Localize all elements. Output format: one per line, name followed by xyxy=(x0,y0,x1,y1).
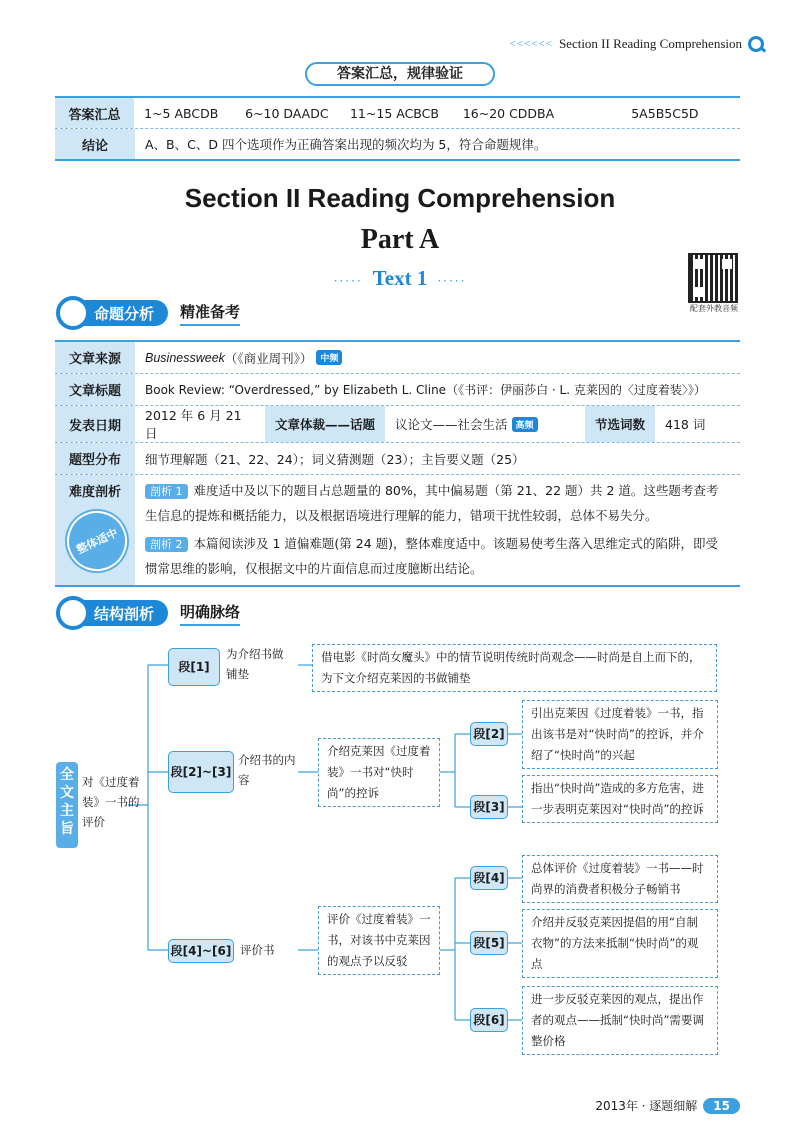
section-subtitle: 明确脉络 xyxy=(180,601,240,626)
answer-group: 1~5 ABCDB xyxy=(144,105,219,121)
node-p3: 段[3] xyxy=(470,795,508,819)
answer-label: 答案汇总 xyxy=(55,98,134,128)
answer-group: 11~15 ACBCB xyxy=(349,105,439,121)
node-p6-detail: 进一步反驳克莱因的观点，提出作者的观点——抵制“快时尚”需要调整价格 xyxy=(522,986,718,1055)
analysis-tag: 剖析 1 xyxy=(145,484,188,499)
stamp-label: 整体适中 xyxy=(74,526,120,557)
node-p4-6-desc: 评价书 xyxy=(240,943,275,957)
node-p2-detail: 引出克莱因《过度着装》一书，指出该书是对“快时尚”的控诉，并介绍了“快时尚”的兴起 xyxy=(522,700,718,769)
frequency-tag: 中频 xyxy=(316,350,342,365)
source-cn: （《商业周刊》） xyxy=(224,350,313,366)
section-badge-label: 结构剖析 xyxy=(94,604,155,623)
node-p5-detail: 介绍并反驳克莱因提倡的用“自制衣物”的方法来抵制“快时尚”的观点 xyxy=(522,909,718,978)
node-p2-3-desc: 介绍书的内容 xyxy=(238,753,296,787)
node-p2-3-detail: 介绍克莱因《过度着装》一书对“快时尚”的控诉 xyxy=(318,738,440,807)
node-p4: 段[4] xyxy=(470,866,508,890)
dots-icon: ····· xyxy=(333,273,363,288)
genre-text: 议论文——社会生活 xyxy=(395,417,508,432)
section-subtitle: 精准备考 xyxy=(180,301,240,326)
node-p2: 段[2] xyxy=(470,722,508,746)
conclusion-label: 结论 xyxy=(55,129,135,159)
node-p3-detail: 指出“快时尚”造成的多方危害，进一步表明克莱因对“快时尚”的控诉 xyxy=(522,775,718,823)
analysis-text: 难度适中及以下的题目占总题量的 80%，其中偏易题（第 21、22 题）共 2 道。这些题考查考生信息的提炼和概括能力，以及根据语境进行理解的能力，错项干扰性较弱，总体不易失分。 xyxy=(145,483,719,523)
section-title: Section II Reading Comprehension xyxy=(184,183,616,213)
info-label: 发表日期 xyxy=(55,406,135,442)
answer-group: 6~10 DAADC xyxy=(245,105,329,121)
main-idea-box: 全文主旨 xyxy=(56,762,78,848)
words-value: 418 词 xyxy=(665,417,706,432)
analysis-tag: 剖析 2 xyxy=(145,537,188,552)
node-p4-6: 段[4]~[6] xyxy=(168,939,234,963)
genre-label: 文章体裁——话题 xyxy=(265,406,385,442)
date-value: 2012 年 6 月 21 日 xyxy=(145,408,242,441)
node-p1: 段[1] xyxy=(168,648,220,686)
node-p2-3: 段[2]~[3] xyxy=(168,751,234,793)
node-p5: 段[5] xyxy=(470,931,508,955)
answer-distribution: 5A5B5C5D xyxy=(631,105,699,121)
page-footer xyxy=(595,1097,740,1114)
text-title: Text 1 xyxy=(372,266,428,290)
info-label: 题型分布 xyxy=(55,443,135,474)
frequency-tag: 高频 xyxy=(512,417,538,432)
info-label: 难度剖析 xyxy=(55,475,135,585)
page-number: 15 xyxy=(703,1098,740,1114)
info-label: 文章来源 xyxy=(55,342,135,373)
conclusion-text: A、B、C、D 四个选项作为正确答案出现的频次均为 5，符合命题规律。 xyxy=(145,137,547,152)
words-label: 节选词数 xyxy=(585,406,655,442)
main-idea-desc: 对《过度着装》一书的评价 xyxy=(82,775,140,829)
header-title: Section II Reading Comprehension xyxy=(558,36,742,51)
source-en: Businessweek xyxy=(145,350,225,365)
answer-group: 16~20 CDDBA xyxy=(462,105,555,121)
node-p4-detail: 总体评价《过度着装》一书——时尚界的消费者积极分子畅销书 xyxy=(522,855,718,903)
node-p4-6-detail: 评价《过度着装》一书，对该书中克莱因的观点予以反驳 xyxy=(318,906,440,975)
footer-text: 2013年 · 逐题细解 xyxy=(595,1099,698,1113)
info-label: 文章标题 xyxy=(55,374,135,405)
info-value: Book Review: “Overdressed,” by Elizabeth L. Cline（《书评：伊丽莎白 · L. 克莱因的〈过度着装〉》） xyxy=(145,383,706,397)
qr-caption: 配套外教音频 xyxy=(690,304,738,313)
analysis-text: 本篇阅读涉及 1 道偏难题(第 24 题)，整体难度适中。该题易使考生落入思维定式的陷阱，即受惯常思维的影响，仅根据文中的片面信息而过度臆断出结论。 xyxy=(145,536,719,576)
section-badge-label: 命题分析 xyxy=(94,304,155,323)
info-value: 细节理解题（21、22、24）；词义猜测题（23）；主旨要义题（25） xyxy=(145,451,525,467)
arrows-icon: <<<<<< xyxy=(509,38,553,50)
node-p1-detail: 借电影《时尚女魔头》中的情节说明传统时尚观念——时尚是自上而下的，为下文介绍克莱因的书做铺垫 xyxy=(312,644,717,692)
part-title: Part A xyxy=(360,224,440,255)
node-p6: 段[6] xyxy=(470,1008,508,1032)
answer-summary-pill: 答案汇总，规律验证 xyxy=(305,62,495,86)
node-p1-desc: 为介绍书做铺垫 xyxy=(226,647,284,681)
dots-icon: ····· xyxy=(437,273,467,288)
